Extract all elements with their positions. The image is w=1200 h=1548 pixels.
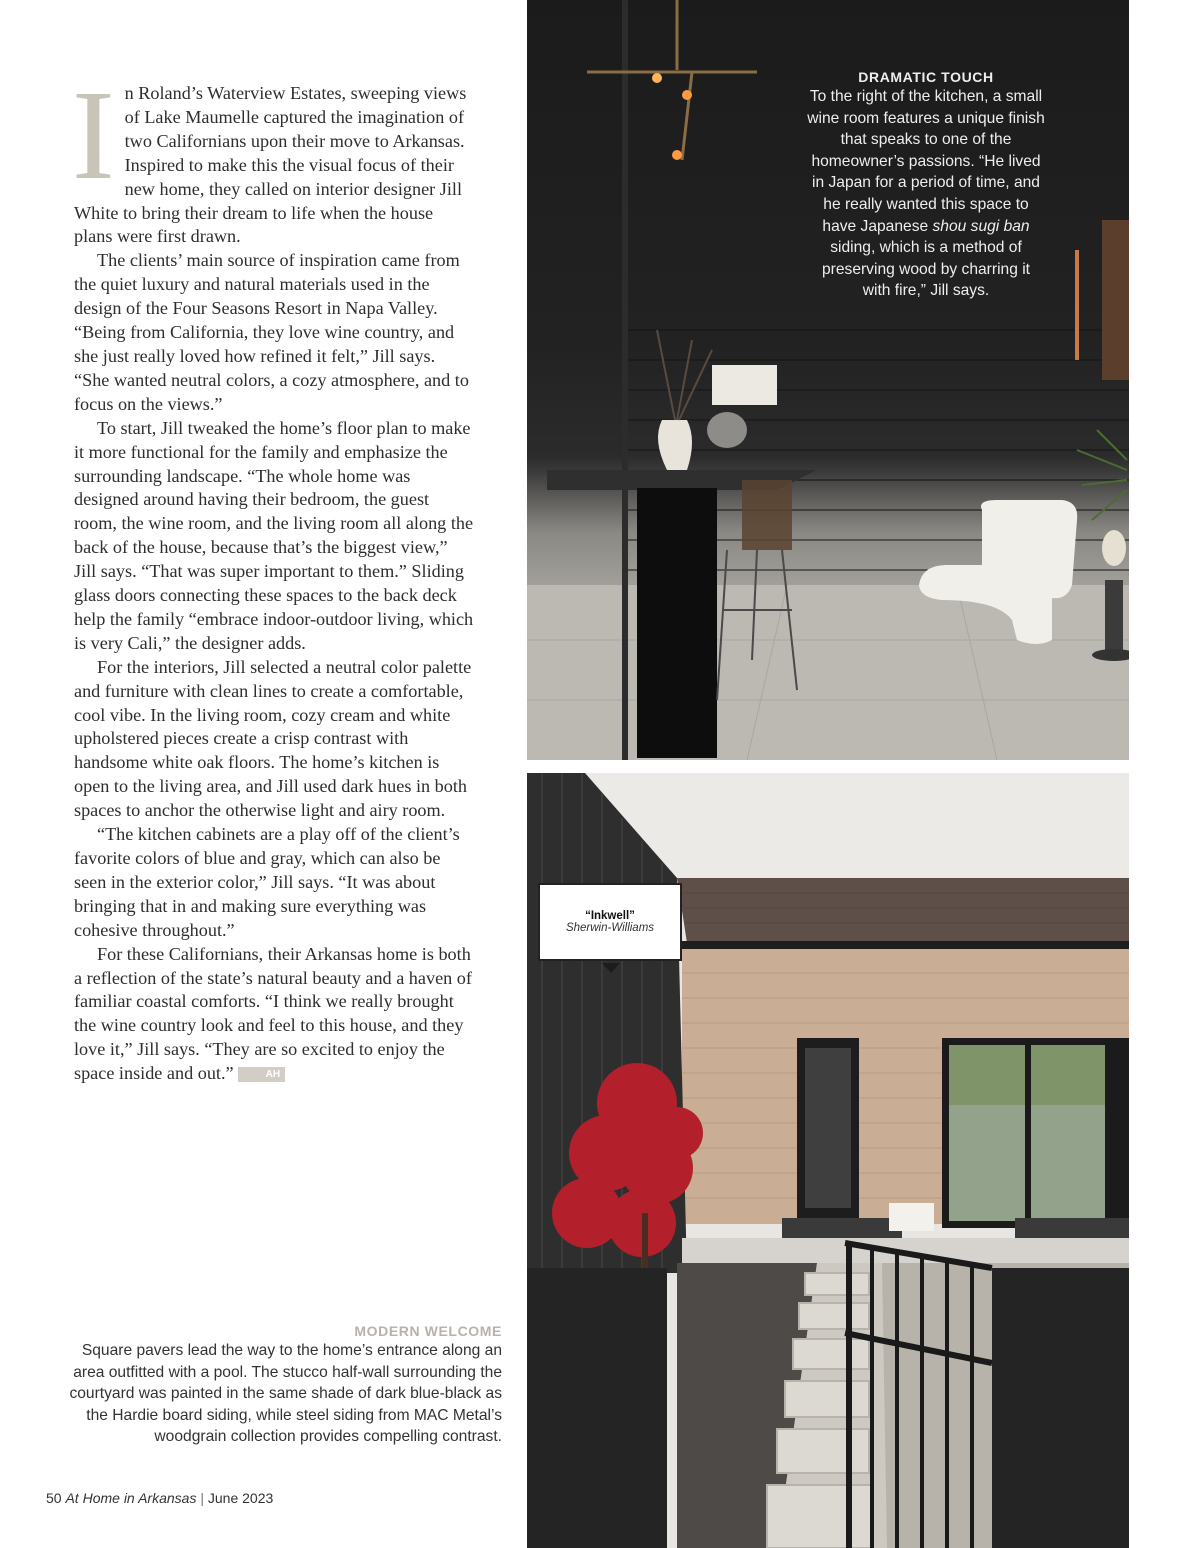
swatch-color-name: “Inkwell” <box>585 910 635 922</box>
caption-modern-welcome <box>62 1322 502 1448</box>
article-paragraph-1: In Roland’s Waterview Estates, sweeping views of Lake Maumelle captured the imagination of two Californians upon their move to Arkansas. Inspired to make this the visual focus of their new home, they called on interior designer Jill White to bring their dream to life when the house plans were first drawn. <box>72 64 467 247</box>
issue-date: June 2023 <box>207 1490 274 1506</box>
page-number: 50 <box>46 1490 62 1506</box>
paint-swatch-label <box>538 883 682 961</box>
swatch-pointer-icon <box>602 963 620 973</box>
caption-dramatic-touch <box>806 68 1046 302</box>
article-body <box>72 64 474 1086</box>
article-paragraph-6: For these Californians, their Arkansas home is both a reflection of the state’s natural beauty and a haven of familiar coastal comforts. “I think we really brought the wine country look and feel to this house, and they love it,” Jill says. “They are so excited to enjoy the space inside and out.” AH <box>74 943 472 1084</box>
page-folio <box>46 1490 273 1506</box>
article-paragraph-3: To start, Jill tweaked the home’s floor plan to make it more functional for the family and emphasize the surrounding landscape. “The whole home was designed around having their bedroom, the guest room, the wine room, and the living room all along the back of the house, because that’s the biggest view,” Jill says. “That was super important to them.” Sliding glass doors connecting these spaces to the back deck help the family “embrace indoor-outdoor living, which is very Cali,” the designer adds. <box>74 417 474 653</box>
publication-name: At Home in Arkansas <box>65 1490 197 1506</box>
swatch-brand: Sherwin-Williams <box>565 922 655 934</box>
article-paragraph-5: “The kitchen cabinets are a play off of the client’s favorite colors of blue and gray, which can also be seen in the exterior color,” Jill says. “It was about bringing that in and making sure everything was cohesive throughout.” <box>74 824 460 940</box>
article-paragraph-4: For the interiors, Jill selected a neutral color palette and furniture with clean lines to create a comfortable, cool vibe. In the living room, cozy cream and white upholstered pieces create a crisp contrast with handsome white oak floors. The home’s kitchen is open to the living area, and Jill used dark hues in both spaces to anchor the otherwise light and airy room. <box>74 656 472 821</box>
folio-separator: | <box>200 1490 204 1506</box>
drop-cap: I <box>72 64 115 206</box>
article-paragraph-2: The clients’ main source of inspiration came from the quiet luxury and natural materials used in the design of the Four Seasons Resort in Napa Valley. “Being from California, they love wine country, and she just really loved how refined it felt,” Jill says. “She wanted neutral colors, a cozy atmosphere, and to focus on the views.” <box>74 250 469 414</box>
caption-text: Square pavers lead the way to the home’s entrance along an area outfitted with a pool. The stucco half-wall surrounding the courtyard was painted in the same shade of dark blue-black as the Hardie board siding, while steel siding from MAC Metal’s woodgrain collection provides compelling contrast. <box>69 1342 502 1446</box>
caption-text: To the right of the kitchen, a small wine room features a unique finish that speaks to one of the homeowner’s passions. “He lived in Japan for a period of time, and he really wanted this space to have Japanese shou sugi ban siding, which is a method of preserving wood by charring it with fire,” Jill says. <box>807 88 1045 300</box>
caption-heading: DRAMATIC TOUCH <box>858 69 994 85</box>
end-mark-badge: AH <box>238 1067 285 1082</box>
caption-heading: MODERN WELCOME <box>354 1323 502 1339</box>
